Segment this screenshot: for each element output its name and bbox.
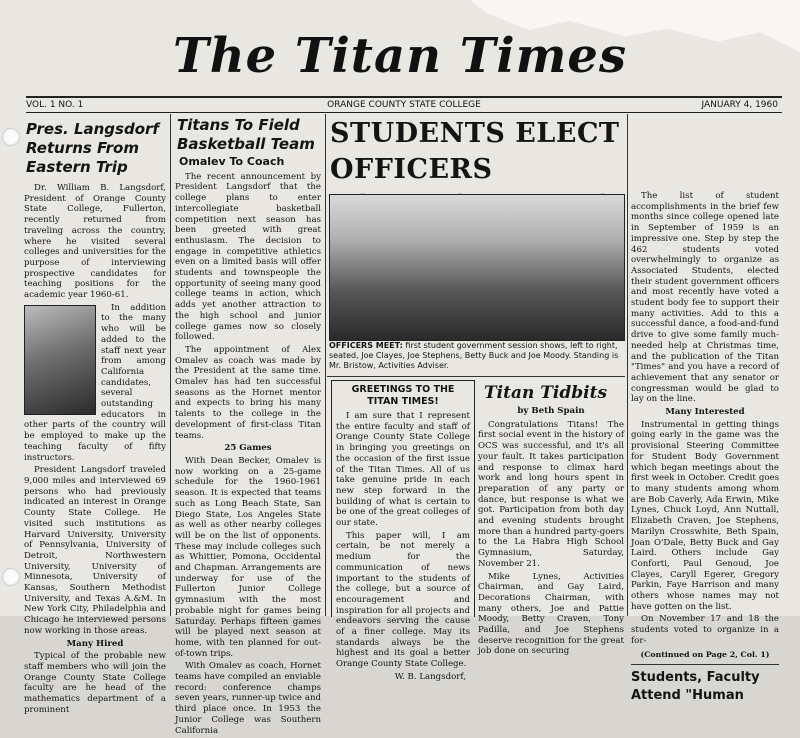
paragraph: With Omalev as coach, Hornet teams have compiled an enviable record: conference champs seven years, runner-up twice and third place once. In 1953 the Junior College was Southern California	[175, 661, 321, 736]
issue-date: JANUARY 4, 1960	[701, 100, 778, 110]
column-rule	[170, 114, 171, 616]
officers-group-photo	[329, 194, 625, 341]
binder-hole	[2, 128, 20, 146]
greetings-text	[336, 384, 470, 683]
paragraph: With Dean Becker, Omalev is now working on a 25-game schedule for the 1960-1961 season. It is expected that teams such as Long Beach State, San Diego State, Los Angeles State as well as other nearby colleges will be on the list of opponents. These may include colleges such as Whittier, Pomona, Occidental and Chapman. Arrangements are underway for use of the Fullerton Junior College gymnasium with the most probable night for games being Saturday. Perhaps fifteen games will be played next season at home, with ten planned for out-of-town trips.	[175, 455, 321, 659]
binder-hole	[2, 568, 20, 586]
paragraph: Mike Lynes, Activities Chairman, and Gay Laird, Decorations Chairman, with many others, Joe and Pattie Moody, Betty Craven, Tony Padilla, and Joe Stephens deserve recognition for the great job done on securing	[478, 571, 624, 657]
masthead: The Titan Times	[172, 28, 627, 84]
paragraph: The appointment of Alex Omalev as coach was made by the President at the same time. Omalev has had ten successful seasons as the Hornet mentor and expects to bring his many talents to the college in the development of first-class Titan teams.	[175, 344, 321, 441]
paragraph: Instrumental in getting things going early in the game was the provisional Steering Committee for Student Body Government which began meetings about the first week in October. Credit goes to many students among whom are Bob Caverly, Ada Erwin, Mike Lynes, Chuck Loyd, Ann Nuttall, Elizabeth Craven, Joe Stephens, Marilyn Crosswhite, Beth Spain, Joan O'Dale, Betty Buck and Gay Laird. Others include Gay Conforti, Paul Genoud, Joe Clayes, Caryll Egerer, Gregory Parkin, Faye Harrison and many others whose names may not have gotten on the list.	[631, 419, 779, 612]
paragraph: On November 17 and 18 the students voted to organize in a for-	[631, 614, 779, 646]
continued-note: (Continued on Page 2, Col. 1)	[640, 649, 770, 659]
volume-number: VOL. 1 NO. 1	[26, 100, 84, 110]
deck-coach: Omalev To Coach	[179, 155, 285, 168]
photo-caption	[329, 341, 623, 371]
paragraph: President Langsdorf traveled 9,000 miles and interviewed 69 persons who had previously indicated an interest in Orange County State College. He visited such institutions as Harvard University, University of Pennsylvania, University of Detroit, Northwestern University, University of Minnesota, University of Kansas, Southern Methodist University, and Texas A.&M. In New York City, Philadelphia and Chicago he interviewed persons now working in those areas.	[24, 465, 166, 636]
greetings-title: GREETINGS TO THE TITAN TIMES!	[351, 384, 455, 407]
column-rule	[627, 114, 628, 616]
column-accomplishments	[631, 191, 779, 705]
headline-langsdorf: Pres. Langsdorf Returns From Eastern Trip	[26, 120, 159, 176]
byline: by Beth Spain	[517, 406, 585, 416]
subhead: Many Hired	[66, 638, 124, 649]
paragraph: Dr. William B. Langsdorf, President of Orange County State College, Fullerton, recently returned from traveling across the country, where he visited several colleges and universities for the purpose of interviewing prospective candidates for teaching positions for the academic year 1960-61.	[24, 183, 166, 301]
paragraph: In addition to the many who will be added to the staff next year from among California candidates, several outstanding educators in other parts of the country will be employed to make up the teaching faculty of fifty instructors.	[24, 302, 166, 463]
paragraph: The list of student accomplishments in the brief few months since college opened late in September of 1959 is an impressive one. Step by step the 462 students voted overwhelmingly to organize as Associated Students, elected their student government officers and most recently have voted a student body fee to support their many activities. Add to this a successful dance, a food-and-fund drive to give some family much-needed help at Christmas time, and the publication of the Titan "Times" and you have a record of achievement that any senator or congressman would be glad to lay on the line.	[631, 191, 779, 405]
paragraph: Typical of the probable new staff members who will join the Orange County State College faculty are he head of the mathematics department of a prominent	[24, 651, 166, 715]
paragraph: This paper will, I am certain, be not merely a medium for the communication of news important to the students of the college, but a source of encouragement and inspiration for all projects and endeavors serving the cause of a finer college. May its standards always be the highest and its goal a better Orange County State College.	[336, 530, 470, 670]
langsdorf-portrait-photo	[24, 305, 96, 415]
banner-line: STUDENTS ELECT OFFICERS	[330, 118, 620, 185]
headline-next-story: Students, Faculty Attend "Human	[631, 664, 779, 705]
paragraph: Congratulations Titans! The first social event in the history of OCS was successful, and it's all your fault. It takes participation and response to climax hard work and long hours spent in preparation of any party or dance, but response is what we got. Participation from both day and evening students brought more than a hundred party-goers to the La Habra High School Gymnasium, Saturday, November 21.	[478, 419, 624, 569]
paragraph: The recent announcement by President Langsdorf that the college plans to enter intercollegiate basketball competition next season has been greeted with great enthusiasm. The decision to engage in competitive athletics even on a limited basis will offer students and townspeople the opportunity of seeing many good college teams in action, which adds yet another attraction to the high school and junior college games now so closely followed.	[175, 171, 321, 343]
headline-tidbits: Titan Tidbits	[484, 383, 608, 403]
column-tidbits	[478, 382, 624, 659]
paragraph: I am sure that I represent the entire faculty and staff of Orange County State College in bringing you greetings on the occasion of the first issue of the Titan Times. All of us take genuine pride in each new step forward in the building of what is certain to be one of the great colleges of our state.	[336, 411, 470, 529]
caption-text: first student government session shows, left to right, seated, Joe Clayes, Joe Stephens, Betty Buck and Joe Moody. Standing is Mr. Bristow, Activities Adviser.	[329, 341, 619, 370]
subhead: 25 Games	[224, 443, 272, 454]
headline-basketball: Titans To Field Basketball Team	[177, 116, 315, 153]
horizontal-rule	[327, 376, 625, 377]
greetings-signature: W. B. Langsdorf,	[394, 671, 466, 682]
column-rule	[325, 114, 326, 616]
subhead: Many Interested	[665, 407, 745, 418]
dateline	[26, 96, 782, 113]
college-name: ORANGE COUNTY STATE COLLEGE	[327, 100, 481, 110]
column-langsdorf	[24, 114, 166, 717]
caption-label: OFFICERS MEET:	[329, 341, 403, 350]
column-basketball	[175, 114, 321, 738]
